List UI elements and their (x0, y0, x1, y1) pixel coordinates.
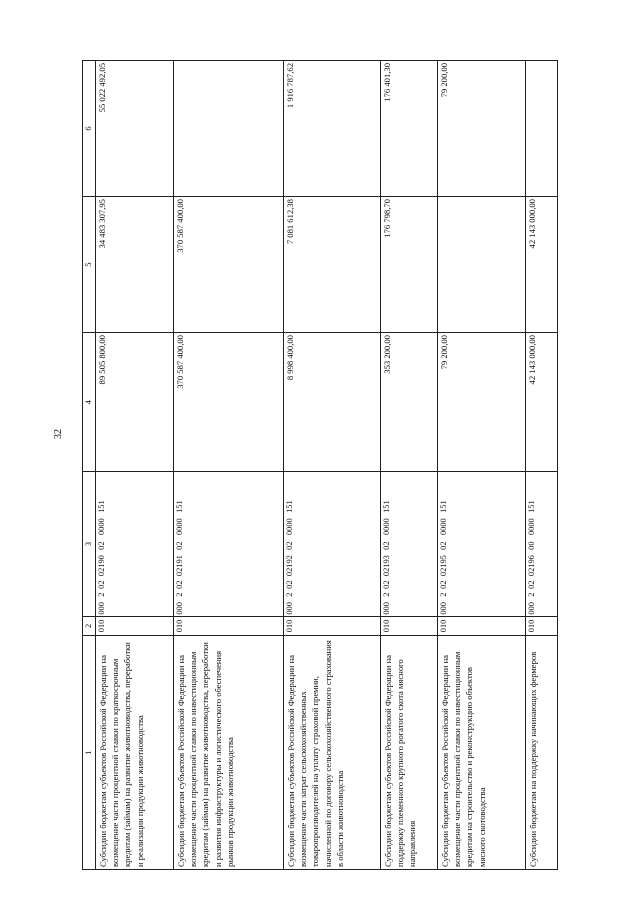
header-col-2: 2 (83, 616, 96, 636)
row-value-col4: 42 143 000,00 (526, 333, 558, 472)
row-value-col4: 370 587 400,00 (174, 333, 284, 472)
code-part: 000 (97, 602, 106, 615)
row-value-col6: 79 200,00 (438, 61, 526, 197)
code-part: 000 (382, 602, 391, 615)
row-admin-code: 010 (96, 616, 174, 636)
code-part: 02 (439, 580, 448, 589)
code-part: 0000 (285, 518, 294, 535)
code-part: 151 (285, 500, 294, 513)
row-admin-code: 010 (526, 616, 558, 636)
row-value-col6: 176 401,30 (381, 61, 438, 197)
code-part: 02193 (382, 555, 391, 577)
code-part: 2 (285, 592, 294, 597)
row-value-col4: 89 505 800,00 (96, 333, 174, 472)
code-part: 2 (382, 592, 391, 597)
code-part: 02 (175, 541, 184, 550)
rotated-table-container (82, 60, 582, 870)
code-part: 02 (527, 580, 536, 589)
code-part: 02190 (97, 555, 106, 577)
row-value-col6 (526, 61, 558, 197)
row-value-col5: 370 587 400,00 (174, 197, 284, 333)
code-part: 00 (527, 541, 536, 550)
row-value-col6: 1 916 787,62 (284, 61, 381, 197)
code-part: 02 (97, 541, 106, 550)
row-name: Субсидии бюджетам субъектов Российской Федерации на возмещение части процентной ставки по краткосрочным кредитам (займам) на развитие животноводства, переработки и реализации продукции животноводства (96, 636, 174, 870)
row-admin-code: 010 (284, 616, 381, 636)
table-row (381, 61, 438, 870)
row-value-col6 (174, 61, 284, 197)
code-part: 02 (285, 541, 294, 550)
row-budget-code (381, 472, 438, 616)
header-col-5: 5 (83, 197, 96, 333)
code-part: 0000 (175, 518, 184, 535)
row-budget-code (96, 472, 174, 616)
row-name: Субсидии бюджетам субъектов Российской Федерации на возмещение части процентной ставки по инвестиционным кредитам (займам) на развитие животноводства, переработки и развития инфраструктуры и логистического обеспечения рынков продукции животноводства (174, 636, 284, 870)
header-row (83, 61, 96, 870)
code-part: 000 (439, 602, 448, 615)
row-value-col4: 353 200,00 (381, 333, 438, 472)
code-part: 2 (527, 592, 536, 597)
row-admin-code: 010 (381, 616, 438, 636)
table-row (284, 61, 381, 870)
code-part: 151 (382, 500, 391, 513)
row-value-col5: 7 081 612,38 (284, 197, 381, 333)
row-name: Субсидии бюджетам субъектов Российской Федерации на возмещение части процентной ставки по инвестиционным кредитам на строительство и реконструкцию объектов мясного скотоводства (438, 636, 526, 870)
code-part: 02 (439, 541, 448, 550)
row-name: Субсидии бюджетам субъектов Российской Федерации на возмещение части затрат сельскохозяйственных товаропроизводителей на уплату страховой премии, начисленной по договору сельскохозяйственного страхования в области животноводства (284, 636, 381, 870)
code-part: 151 (439, 500, 448, 513)
code-part: 02 (97, 580, 106, 589)
code-part: 02196 (527, 555, 536, 577)
header-col-3: 3 (83, 472, 96, 616)
table-row (526, 61, 558, 870)
code-part: 02195 (439, 555, 448, 577)
header-col-6: 6 (83, 61, 96, 197)
code-part: 02191 (175, 555, 184, 577)
code-part: 000 (527, 602, 536, 615)
header-col-4: 4 (83, 333, 96, 472)
row-value-col5: 176 798,70 (381, 197, 438, 333)
code-part: 0000 (382, 518, 391, 535)
code-part: 151 (175, 500, 184, 513)
code-part: 000 (175, 602, 184, 615)
code-part: 0000 (527, 518, 536, 535)
code-part: 0000 (97, 518, 106, 535)
table-row (438, 61, 526, 870)
code-part: 151 (97, 500, 106, 513)
row-name: Субсидии бюджетам на поддержку начинающих фермеров (526, 636, 558, 870)
code-part: 2 (97, 592, 106, 597)
code-part: 02 (175, 580, 184, 589)
code-part: 2 (439, 592, 448, 597)
table-row (96, 61, 174, 870)
row-budget-code (174, 472, 284, 616)
row-value-col4: 8 998 400,00 (284, 333, 381, 472)
code-part: 151 (527, 500, 536, 513)
row-admin-code: 010 (174, 616, 284, 636)
code-part: 000 (285, 602, 294, 615)
row-value-col5: 42 143 000,00 (526, 197, 558, 333)
row-budget-code (284, 472, 381, 616)
code-part: 02192 (285, 555, 294, 577)
row-value-col6: 55 022 492,05 (96, 61, 174, 197)
page-number: 32 (53, 429, 64, 439)
row-budget-code (526, 472, 558, 616)
row-budget-code (438, 472, 526, 616)
row-value-col5: 34 483 307,95 (96, 197, 174, 333)
budget-table (82, 60, 558, 870)
row-value-col5 (438, 197, 526, 333)
code-part: 02 (285, 580, 294, 589)
table-row (174, 61, 284, 870)
row-name: Субсидии бюджетам субъектов Российской Федерации на поддержку племенного крупного рогатого скота мясного направления (381, 636, 438, 870)
row-admin-code: 010 (438, 616, 526, 636)
code-part: 2 (175, 592, 184, 597)
row-value-col4: 79 200,00 (438, 333, 526, 472)
header-col-1: 1 (83, 636, 96, 870)
code-part: 0000 (439, 518, 448, 535)
code-part: 02 (382, 541, 391, 550)
code-part: 02 (382, 580, 391, 589)
